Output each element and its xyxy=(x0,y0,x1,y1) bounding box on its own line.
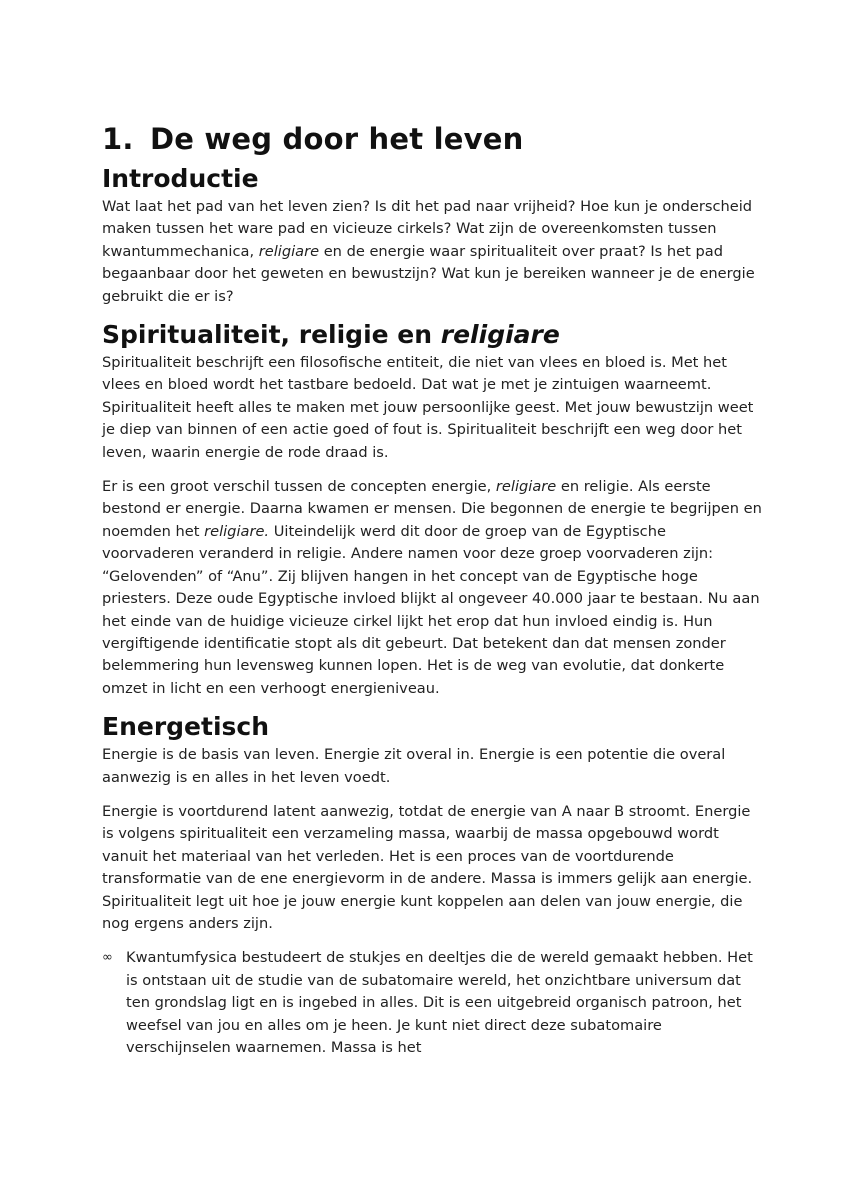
paragraph xyxy=(102,196,762,308)
text-run: en religie. Als eerste bestond er energie. Daarna kwamen er mensen. Die begonnen de energie te begrijpen en noemden het xyxy=(102,478,762,540)
chapter-number: 1. xyxy=(102,122,134,156)
paragraph xyxy=(102,476,762,700)
section-heading: Introductie xyxy=(102,164,259,193)
paragraph xyxy=(102,744,762,789)
section-introductie xyxy=(102,164,762,308)
section-heading: Energetisch xyxy=(102,712,270,742)
paragraph xyxy=(102,801,762,935)
italic-term: religiare xyxy=(495,478,557,496)
document-page xyxy=(102,120,762,1069)
text-run: Spiritualiteit beschrijft een filosofische entiteit, die niet van vlees en bloed is. Met het vlees en bloed wordt het tastbare bedoeld. Dat wat je met je zintuigen waarneemt. Spiritualiteit heeft alles te maken met jouw persoonlijke geest. Met jouw bewustzijn weet je diep van binnen of een actie goed of fout is. Spiritualiteit beschrijft een weg door het leven, waarin energie de rode draad is. xyxy=(102,354,754,461)
chapter-title-text: De weg door het leven xyxy=(150,122,524,156)
text-run: Er is een groot verschil tussen de concepten energie, xyxy=(102,478,496,496)
section-spiritualiteit xyxy=(102,320,762,700)
infinity-bullet-icon: ∞ xyxy=(102,950,113,966)
text-run: Wat laat het pad van het leven zien? Is dit het pad naar vrijheid? Hoe kun je onderscheid maken tussen het ware pad en vicieuze cirkels? Wat zijn de overeenkomsten tussen kwantummechanica, xyxy=(102,198,753,260)
chapter-title xyxy=(102,120,762,158)
text-run: Energie is voortdurend latent aanwezig, totdat de energie van A naar B stroomt. Energie is volgens spiritualiteit een verzameling massa, waarbij de massa opgebouwd wordt vanuit het materiaal van het verleden. Het is een proces van de voortdurende transformatie van de ene energievorm in de andere. Massa is immers gelijk aan energie. Spiritualiteit legt uit hoe je jouw energie kunt koppelen aan delen van jouw energie, die nog ergens anders zijn. xyxy=(102,802,753,932)
section-heading xyxy=(102,320,762,350)
paragraph xyxy=(102,352,762,464)
list-item-text: Kwantumfysica bestudeert de stukjes en deeltjes die de wereld gemaakt hebben. Het is ontstaan uit de studie van de subatomaire wereld, het onzichtbare universum dat ten grondslag ligt en is ingebed in alles. Dit is een uitgebreid organisch patroon, het weefsel van jou en alles om je heen. Je kunt niet direct deze subatomaire verschijnselen waarnemen. Massa is het xyxy=(126,949,753,1056)
text-run: Uiteindelijk werd dit door de groep van de Egyptische voorvaderen veranderd in religie. Andere namen voor deze groep voorvaderen zijn: “Gelovenden” of “Anu”. Zij blijven hangen in het concept van de Egyptische hoge priesters. Deze oude Egyptische invloed blijkt al ongeveer 40.000 jaar te bestaan. Nu aan het einde van de huidige vicieuze cirkel lijkt het erop dat hun invloed eindig is. Hun vergiftigende identificatie stopt als dit gebeurt. Dat betekent dan dat mensen zonder belemmering hun levensweg kunnen lopen. Het is de weg van evolutie, dat donkerte omzet in licht en een verhoogt energieniveau. xyxy=(102,522,760,697)
italic-term: religiare. xyxy=(204,522,270,540)
text-run: Energie is de basis van leven. Energie zit overal in. Energie is een potentie die overal aanwezig is en alles in het leven voedt. xyxy=(102,746,726,786)
bullet-list xyxy=(102,947,762,1059)
text-run: en de energie waar spiritualiteit over praat? Is het pad begaanbaar door het geweten en bewustzijn? Wat kun je bereiken wanneer je de energie gebruikt die er is? xyxy=(102,242,755,305)
italic-term: religiare xyxy=(258,242,320,260)
list-item xyxy=(102,947,762,1059)
heading-italic-term: religiare xyxy=(440,320,560,350)
section-energetisch xyxy=(102,712,762,1059)
heading-text: Spiritualiteit, religie en xyxy=(102,320,441,350)
